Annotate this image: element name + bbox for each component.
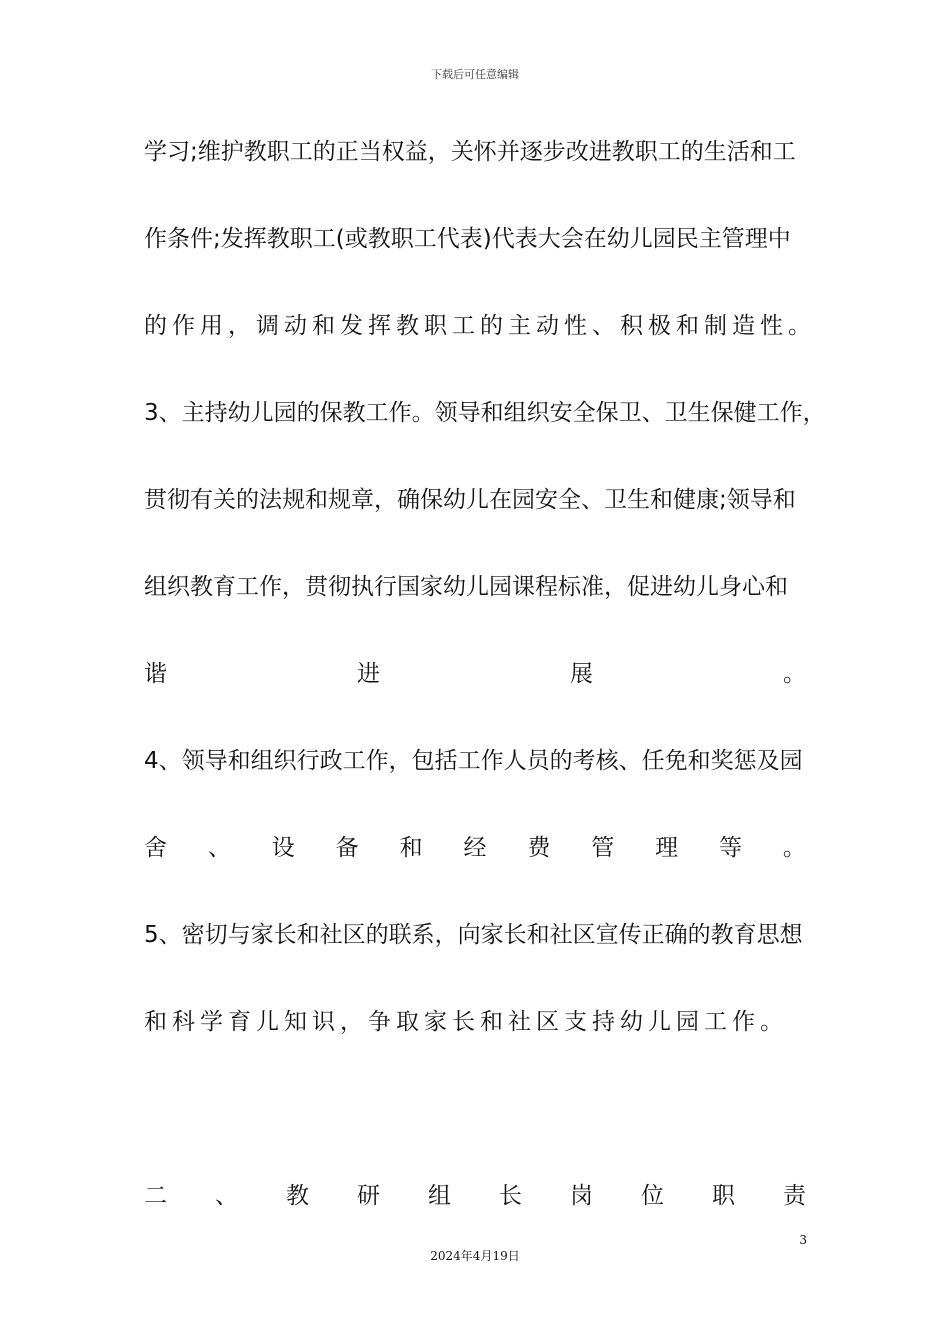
heading-char: 、 <box>215 1183 238 1209</box>
body-char: 经 <box>463 835 487 861</box>
body-char: 、 <box>207 835 231 861</box>
body-char: 展 <box>570 661 593 687</box>
body-line: 和科学育儿知识，争取家长和社区支持幼儿园工作。 <box>144 1009 788 1035</box>
body-char: 设 <box>271 835 295 861</box>
body-line-justified <box>144 833 806 863</box>
heading-char: 研 <box>357 1183 380 1209</box>
body-line: 4、领导和组织行政工作，包括工作人员的考核、任免和奖惩及园 <box>144 748 803 774</box>
heading-char: 岗 <box>570 1183 593 1209</box>
heading-char: 二 <box>144 1183 167 1209</box>
body-line-justified <box>144 659 806 689</box>
section-heading <box>144 1181 806 1211</box>
body-char: 。 <box>782 835 806 861</box>
body-line: 学习;维护教职工的正当权益，关怀并逐步改进教职工的生活和工 <box>144 139 796 165</box>
body-char: 和 <box>399 835 423 861</box>
heading-char: 长 <box>499 1183 522 1209</box>
body-line: 5、密切与家长和社区的联系，向家长和社区宣传正确的教育思想 <box>144 922 803 948</box>
page-header: 下载后可任意编辑 <box>431 68 519 81</box>
body-line: 3、主持幼儿园的保教工作。领导和组织安全保卫、卫生保健工作， <box>144 400 826 426</box>
body-char: 等 <box>719 835 743 861</box>
footer-date: 2024年4月19日 <box>430 1249 520 1263</box>
body-char: 备 <box>335 835 359 861</box>
body-char: 费 <box>527 835 551 861</box>
body-char: 舍 <box>144 835 167 861</box>
page-number: 3 <box>799 1233 807 1247</box>
body-char: 管 <box>591 835 615 861</box>
body-line: 的作用，调动和发挥教职工的主动性、积极和制造性。 <box>144 313 816 339</box>
body-char: 进 <box>357 661 380 687</box>
body-char: 谐 <box>144 661 167 687</box>
heading-char: 责 <box>783 1183 806 1209</box>
body-line: 组织教育工作，贯彻执行国家幼儿园课程标准，促进幼儿身心和 <box>144 574 788 600</box>
heading-char: 组 <box>428 1183 451 1209</box>
body-line: 贯彻有关的法规和规章，确保幼儿在园安全、卫生和健康;领导和 <box>144 487 796 513</box>
heading-char: 教 <box>286 1183 309 1209</box>
body-line: 作条件;发挥教职工(或教职工代表)代表大会在幼儿园民主管理中 <box>144 226 791 252</box>
heading-char: 位 <box>641 1183 664 1209</box>
body-char: 理 <box>655 835 679 861</box>
heading-char: 职 <box>712 1183 735 1209</box>
body-char: 。 <box>783 661 806 687</box>
